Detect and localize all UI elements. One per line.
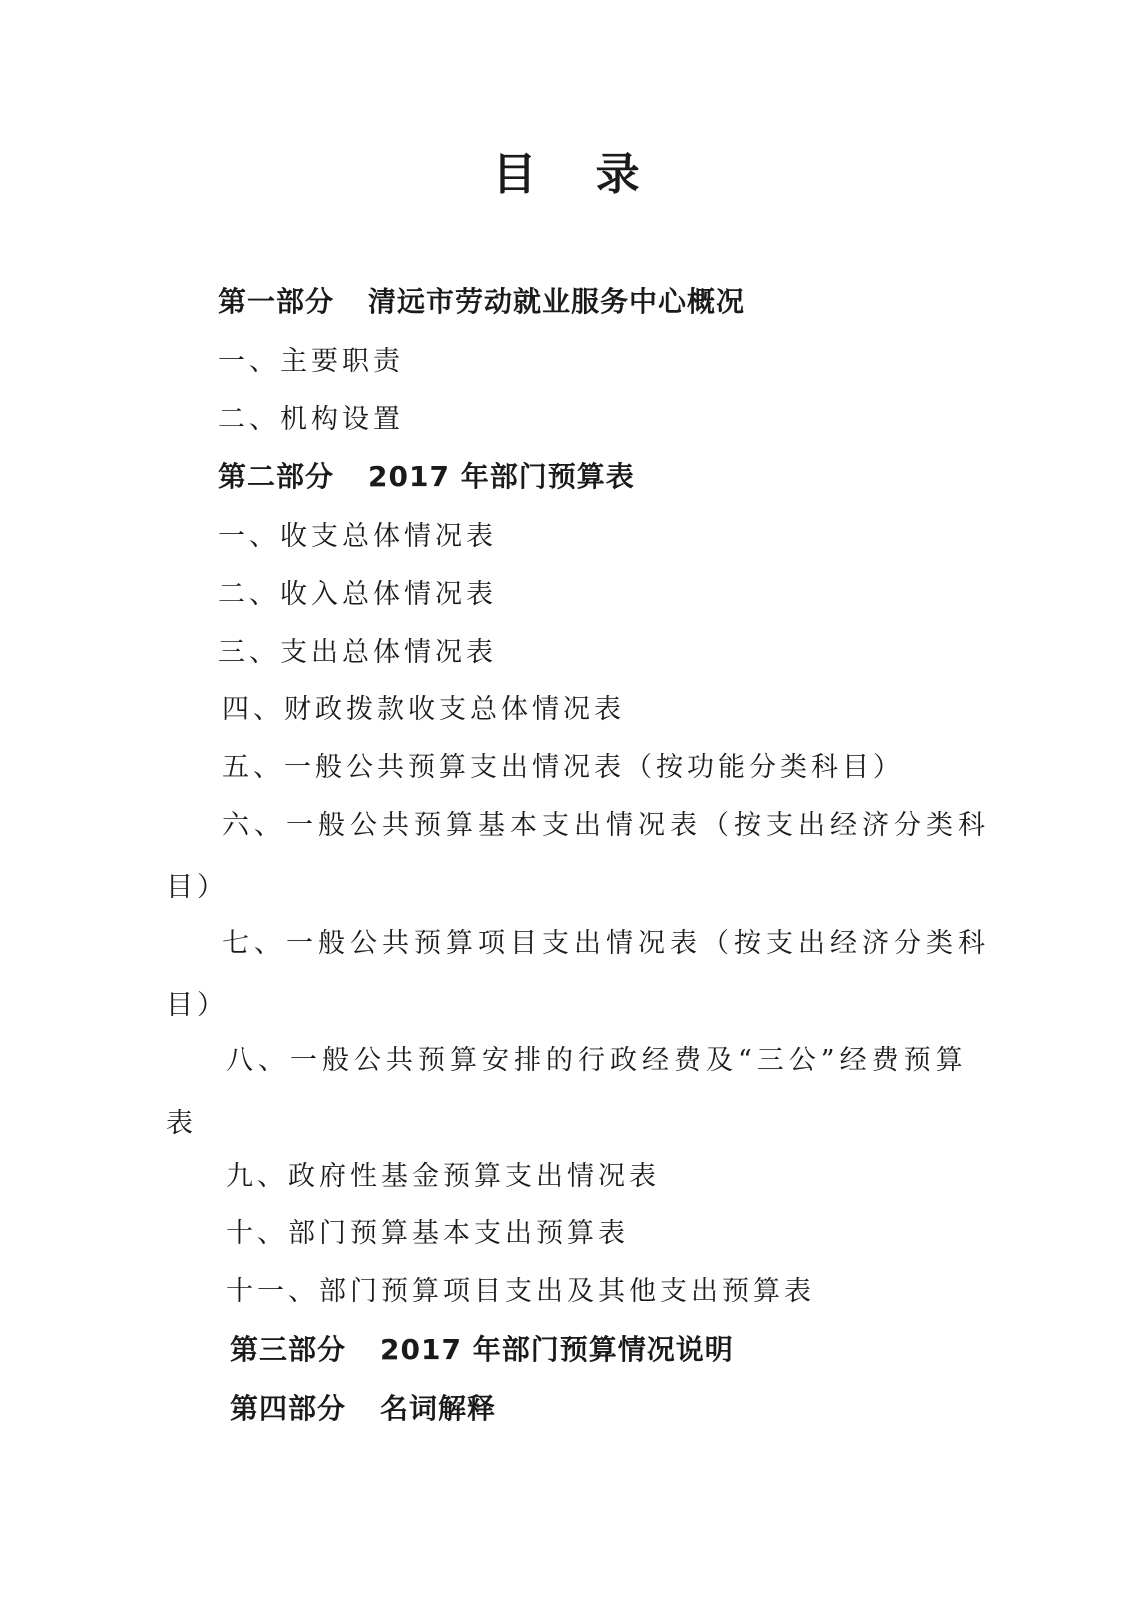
toc-part-3[interactable] <box>230 1328 734 1372</box>
toc-item-table-6-continuation: 目） <box>166 872 228 903</box>
toc-item-table-8-continuation: 表 <box>166 1108 197 1139</box>
toc-part-1[interactable] <box>218 280 745 324</box>
toc-item-table-4[interactable]: 四、财政拨款收支总体情况表 <box>222 694 625 725</box>
part-title: 2017 年部门预算情况说明 <box>380 1333 734 1366</box>
toc-part-4[interactable] <box>230 1387 496 1431</box>
toc-item-table-3[interactable]: 三、支出总体情况表 <box>218 637 497 668</box>
page-title: 目 录 <box>492 149 662 200</box>
toc-item-organization[interactable]: 二、机构设置 <box>218 404 404 435</box>
toc-item-table-5[interactable]: 五、一般公共预算支出情况表（按功能分类科目） <box>222 752 904 783</box>
toc-item-main-duties[interactable]: 一、主要职责 <box>218 346 404 377</box>
part-label: 第四部分 <box>230 1392 347 1425</box>
toc-item-table-2[interactable]: 二、收入总体情况表 <box>218 579 497 610</box>
part-title: 清远市劳动就业服务中心概况 <box>368 285 746 318</box>
part-label: 第三部分 <box>230 1333 347 1366</box>
toc-item-table-11[interactable]: 十一、部门预算项目支出及其他支出预算表 <box>226 1276 815 1307</box>
toc-part-2[interactable] <box>218 455 635 499</box>
part-title: 2017 年部门预算表 <box>368 460 635 493</box>
part-label: 第一部分 <box>218 285 335 318</box>
toc-item-table-9[interactable]: 九、政府性基金预算支出情况表 <box>226 1161 660 1192</box>
toc-item-table-8[interactable]: 八、一般公共预算安排的行政经费及“三公”经费预算 <box>226 1045 968 1076</box>
toc-item-table-6[interactable]: 六、一般公共预算基本支出情况表（按支出经济分类科 <box>222 810 990 841</box>
part-title: 名词解释 <box>380 1392 497 1425</box>
part-label: 第二部分 <box>218 460 335 493</box>
toc-item-table-10[interactable]: 十、部门预算基本支出预算表 <box>226 1218 629 1249</box>
toc-item-table-7[interactable]: 七、一般公共预算项目支出情况表（按支出经济分类科 <box>222 928 990 959</box>
toc-item-table-7-continuation: 目） <box>166 990 228 1021</box>
toc-item-table-1[interactable]: 一、收支总体情况表 <box>218 521 497 552</box>
